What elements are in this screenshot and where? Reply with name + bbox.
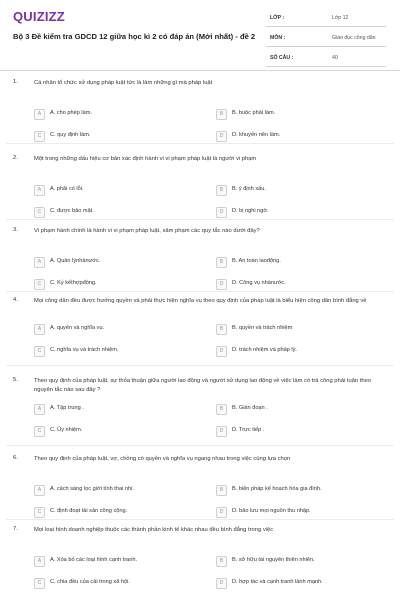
question-number: 3. <box>13 227 18 233</box>
option-letter-box: D <box>216 507 227 518</box>
option-b[interactable] <box>216 485 386 497</box>
option-letter-box: C <box>34 578 45 589</box>
option-letter-box: B <box>216 185 227 196</box>
question-text: Mọi loại hình doanh nghiệp thuộc các thành phần kinh tế khác nhau đều bình đẳng trong việc <box>34 527 274 533</box>
option-text: A. phải có lỗi. <box>50 186 84 192</box>
option-d[interactable] <box>216 507 386 519</box>
option-letter-box: B <box>216 257 227 268</box>
option-text: A. Tập trung . <box>50 405 84 411</box>
option-letter-box: D <box>216 426 227 437</box>
option-text: D. Trực tiếp . <box>232 427 265 433</box>
question-number: 6. <box>13 455 18 461</box>
option-d[interactable] <box>216 426 386 438</box>
meta-value: Lớp 12 <box>332 15 349 21</box>
question-divider <box>6 291 394 292</box>
page-header <box>0 0 400 71</box>
option-letter-box: D <box>216 207 227 218</box>
option-letter-box: B <box>216 324 227 335</box>
option-letter-box: D <box>216 131 227 142</box>
option-text: B. quyền và trách nhiệm <box>232 325 293 331</box>
option-d[interactable] <box>216 578 386 590</box>
option-a[interactable] <box>34 324 204 336</box>
option-a[interactable] <box>34 485 204 497</box>
question-number: 4. <box>13 297 18 303</box>
option-letter-box: A <box>34 185 45 196</box>
option-text: B. Gián đoạn . <box>232 405 268 411</box>
option-text: D. khuyến nên làm. <box>232 132 281 138</box>
option-letter-box: A <box>34 404 45 415</box>
option-letter-box: C <box>34 279 45 290</box>
question-number: 1. <box>13 79 18 85</box>
option-b[interactable] <box>216 324 386 336</box>
option-letter-box: C <box>34 346 45 357</box>
meta-value: 40 <box>332 55 338 61</box>
option-text: D. trách nhiệm và pháp lý. <box>232 347 297 353</box>
option-a[interactable] <box>34 109 204 121</box>
meta-label: LỚP : <box>270 15 285 21</box>
option-letter-box: A <box>34 257 45 268</box>
option-letter-box: B <box>216 556 227 567</box>
option-text: A. cho phép làm. <box>50 110 92 116</box>
option-text: D. Công vụ nhànước. <box>232 280 286 286</box>
option-b[interactable] <box>216 404 386 416</box>
option-text: A. quyền và nghĩa vụ. <box>50 325 105 331</box>
option-text: A. Quản lýnhànước. <box>50 258 101 264</box>
option-d[interactable] <box>216 131 386 143</box>
meta-row-count <box>266 52 386 67</box>
option-a[interactable] <box>34 404 204 416</box>
option-text: B. biện pháp kế hoạch hóa gia đình. <box>232 486 322 492</box>
option-c[interactable] <box>34 578 204 590</box>
question-text: Một trong những dấu hiệu cơ bản xác định hành vi vi phạm pháp luật là người vi phạm <box>34 156 257 162</box>
option-letter-box: D <box>216 346 227 357</box>
option-text: A. cách sáng lọc giới tính thai nhi. <box>50 486 134 492</box>
option-letter-box: B <box>216 485 227 496</box>
option-letter-box: C <box>34 426 45 437</box>
option-letter-box: B <box>216 404 227 415</box>
meta-label: MÔN : <box>270 35 286 41</box>
option-text: C. Ủy nhiệm. <box>50 427 83 433</box>
option-b[interactable] <box>216 556 386 568</box>
question-number: 5. <box>13 377 18 383</box>
meta-row-subject <box>266 32 386 47</box>
option-letter-box: D <box>216 578 227 589</box>
option-letter-box: A <box>34 485 45 496</box>
option-letter-box: C <box>34 131 45 142</box>
meta-value: Giáo dục công dân <box>332 35 376 41</box>
option-b[interactable] <box>216 257 386 269</box>
option-text: C. nghĩa vụ và trách nhiệm. <box>50 347 119 353</box>
meta-row-class <box>266 12 386 27</box>
question-text: Theo quy định của pháp luật, vợ, chồng có quyền và nghĩa vụ ngang nhau trong việc cùng lựa chọn <box>34 456 291 462</box>
question-divider <box>6 445 394 446</box>
option-b[interactable] <box>216 185 386 197</box>
question-number: 7. <box>13 526 18 532</box>
option-letter-box: D <box>216 279 227 290</box>
option-b[interactable] <box>216 109 386 121</box>
option-c[interactable] <box>34 507 204 519</box>
option-text: C. quy định làm. <box>50 132 91 138</box>
option-d[interactable] <box>216 279 386 291</box>
option-letter-box: B <box>216 109 227 120</box>
question-text: Theo quy định của pháp luật, sự thỏa thuận giữa người lao động và người sử dụng lao động về việc làm có trả công phải tuân theo nguyên tắc nào sau đây ? <box>34 378 372 393</box>
option-text: A. Xóa bỏ các loại hình cạnh tranh. <box>50 557 138 563</box>
question-divider <box>6 219 394 220</box>
option-text: B. sở hữu tài nguyên thiên nhiên. <box>232 557 315 563</box>
option-text: B. An toàn laođộng. <box>232 258 281 264</box>
option-text: C. định đoạt tài sản công cộng. <box>50 508 128 514</box>
option-text: C. được bảo mật. <box>50 208 94 214</box>
option-a[interactable] <box>34 556 204 568</box>
question-divider <box>6 365 394 366</box>
option-c[interactable] <box>34 207 204 219</box>
option-text: D. bảo lưu mọi nguồn thu nhập. <box>232 508 311 514</box>
option-letter-box: C <box>34 207 45 218</box>
option-text: C. Kỷ kếthợpđồng. <box>50 280 97 286</box>
option-c[interactable] <box>34 279 204 291</box>
quizizz-logo: QUIZIZZ <box>13 9 65 24</box>
question-divider <box>6 143 394 144</box>
option-text: C. chia đều của cải trong xã hội. <box>50 579 130 585</box>
option-text: B. buộc phải làm. <box>232 110 276 116</box>
option-text: D. hợp tác và cạnh tranh lành mạnh. <box>232 579 323 585</box>
question-number: 2. <box>13 155 18 161</box>
option-letter-box: A <box>34 324 45 335</box>
question-text: Mọi công dân đều được hưởng quyền và phải thực hiện nghĩa vụ theo quy định của pháp luật là biểu hiện công dân bình đẳng về <box>34 298 367 304</box>
document-title: Bộ 3 Đề kiểm tra GDCD 12 giữa học kì 2 có đáp án (Mới nhất) - đề 2 <box>13 32 256 41</box>
question-text: Vi phạm hành chính là hành vi vi phạm pháp luật, xâm phạm các quy tắc nào dưới đây? <box>34 228 260 234</box>
option-d[interactable] <box>216 207 386 219</box>
option-c[interactable] <box>34 131 204 143</box>
meta-panel <box>266 12 386 72</box>
option-text: B. ý định xấu. <box>232 186 266 192</box>
option-letter-box: A <box>34 109 45 120</box>
question-text: Cá nhân tổ chức sử dụng pháp luật tức là làm những gì mà pháp luật <box>34 80 213 86</box>
option-a[interactable] <box>34 185 204 197</box>
option-d[interactable] <box>216 346 386 358</box>
option-letter-box: C <box>34 507 45 518</box>
option-letter-box: A <box>34 556 45 567</box>
option-c[interactable] <box>34 346 204 358</box>
option-text: D. bị nghi ngờ. <box>232 208 269 214</box>
option-c[interactable] <box>34 426 204 438</box>
option-a[interactable] <box>34 257 204 269</box>
meta-label: SỐ CÂU : <box>270 55 294 61</box>
question-divider <box>6 519 394 520</box>
